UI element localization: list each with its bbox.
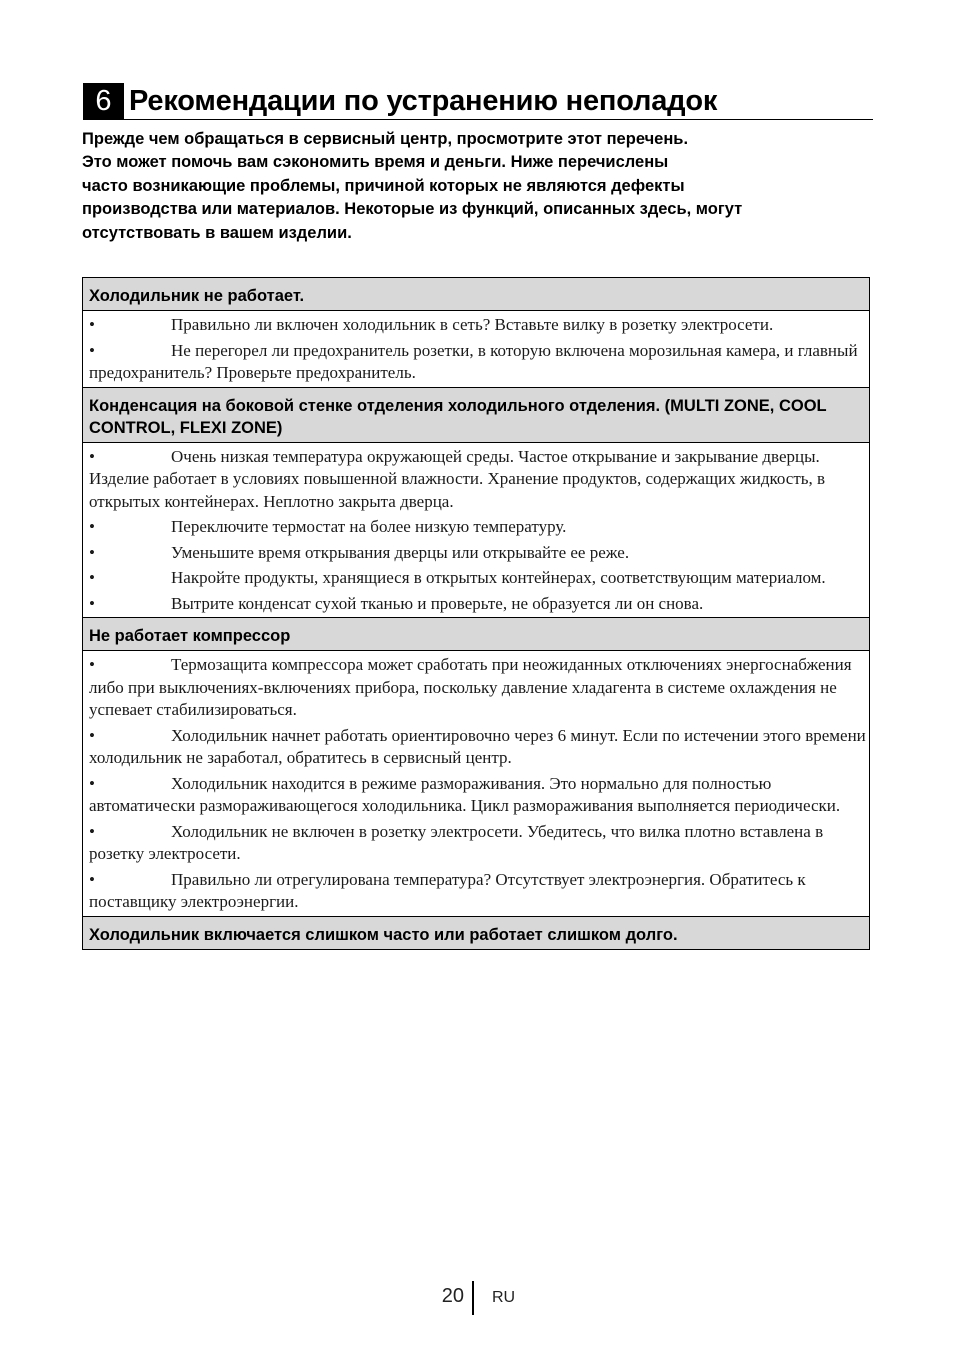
bullet-icon: • [89,517,95,536]
footer-divider [472,1281,474,1315]
list-item-text: Не перегорел ли предохранитель розетки, в которую включена морозильная камера, и главный предохранитель? Проверьте предохранитель. [89,340,858,382]
list-item-text: Холодильник начнет работать ориентировочно через 6 минут. Если по истечении этого времени холодильник не заработал, обратитесь в сервисный центр. [89,725,866,767]
bullet-icon: • [89,869,95,889]
section-heading-condensation: Конденсация на боковой стенке отделения холодильного отделения. (MULTI ZONE, COOL CONTROL, FLEXI ZONE) [83,388,869,443]
list-item [89,593,869,616]
page-title: Рекомендации по устранению неполадок [129,85,718,117]
bullet-icon: • [89,593,95,613]
page-number: 20 [441,1285,464,1307]
list-item-text: Переключите термостат на более низкую температуру. [171,517,567,536]
bullet-icon: • [89,655,95,674]
list-item [89,821,869,866]
list-item-text: Холодильник не включен в розетку электросети. Убедитесь, что вилка плотно вставлена в розетку электросети. [89,821,824,863]
bullet-icon: • [89,773,95,793]
list-item [89,446,869,514]
list-item [89,654,869,722]
bullet-icon: • [89,821,95,841]
list-item [89,340,869,385]
intro-line: отсутствовать в вашем изделии. [82,223,352,242]
section-body-compressor [83,651,869,917]
bullet-icon: • [89,568,95,587]
section-heading-runs-too-often: Холодильник включается слишком часто или работает слишком долго. [83,917,869,950]
intro-line: производства или материалов. Некоторые из функций, описанных здесь, могут [82,200,743,219]
language-code: RU [492,1289,516,1306]
bullet-icon: • [89,446,95,466]
list-item-text: Вытрите конденсат сухой тканью и проверьте, не образуется ли он снова. [171,593,704,613]
section-heading-compressor: Не работает компрессор [83,618,869,651]
intro-line: Прежде чем обращаться в сервисный центр, просмотрите этот перечень. [82,130,689,148]
list-item-text: Термозащита компрессора может сработать при неожиданных отключениях энергоснабжения либо при выключениях-включениях прибора, поскольку давление хладагента в системе охлаждения не успевает стабилизироваться. [89,655,852,719]
bullet-icon: • [89,340,95,360]
troubleshooting-table [82,277,870,950]
list-item [89,516,869,539]
list-item-text: Правильно ли включен холодильник в сеть? Вставьте вилку в розетку электросети. [171,315,774,334]
section-body-condensation [83,443,869,619]
section-heading-not-working: Холодильник не работает. [83,278,869,311]
chapter-number-badge: 6 [83,83,124,119]
list-item-text: Уменьшите время открывания дверцы или открывайте ее реже. [171,542,630,562]
list-item-text: Правильно ли отрегулирована температура? Отсутствует электроэнергия. Обратитесь к поставщику электроэнергии. [89,869,806,911]
bullet-icon: • [89,315,95,334]
list-item-text: Холодильник находится в режиме размораживания. Это нормально для полностью автоматически размораживающегося холодильника. Цикл размораживания выполняется периодически. [89,773,841,815]
intro-line: Это может помочь вам сэкономить время и деньги. Ниже перечислены [82,153,669,172]
section-body-not-working [83,311,869,388]
page-footer [0,1281,954,1315]
bullet-icon: • [89,542,95,562]
list-item [89,542,869,565]
chapter-heading [83,81,873,120]
intro-paragraph [82,128,872,245]
list-item [89,567,869,590]
list-item [89,869,869,914]
list-item [89,314,869,337]
list-item [89,725,869,770]
list-item-text: Очень низкая температура окружающей среды. Частое открывание и закрывание дверцы. Изделие работает в условиях повышенной влажности. Хранение продуктов, содержащих жидкость, в открытых контейнерах. Неплотно закрыта дверца. [89,446,826,511]
list-item [89,773,869,818]
list-item-text: Накройте продукты, хранящиеся в открытых контейнерах, соответствующим материалом. [171,568,826,587]
bullet-icon: • [89,725,95,745]
intro-line: часто возникающие проблемы, причиной которых не являются дефекты [82,176,685,195]
